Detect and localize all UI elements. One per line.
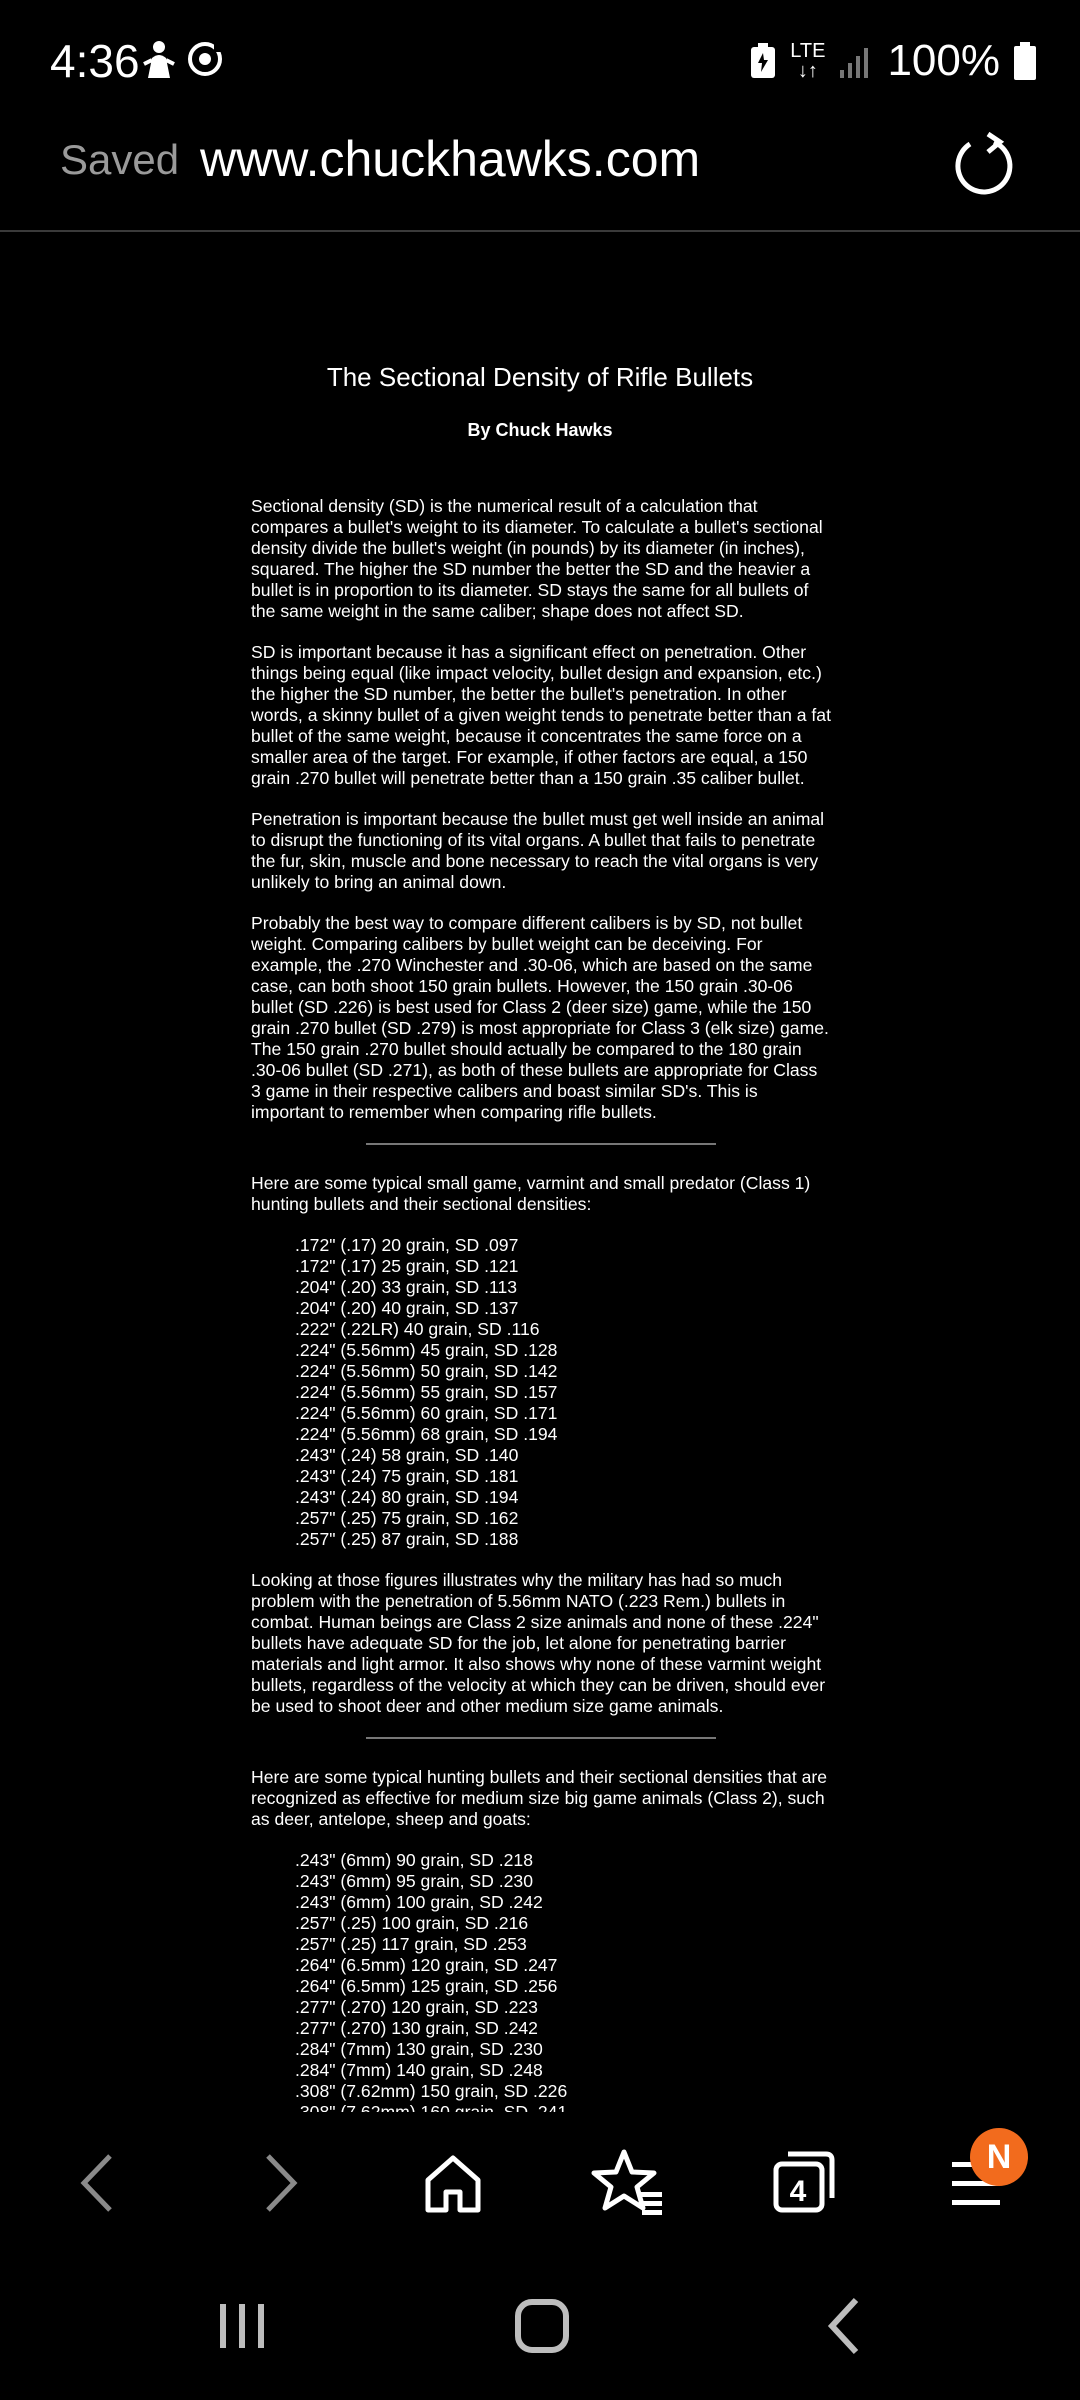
list-item: .243" (.24) 75 grain, SD .181	[295, 1466, 519, 1486]
list-item: .224" (5.56mm) 45 grain, SD .128	[295, 1340, 558, 1360]
saved-indicator[interactable]: Saved	[60, 136, 180, 183]
notification-person-icon	[142, 40, 176, 80]
class1-bullet-list	[295, 1235, 831, 1550]
tabs-button[interactable]	[760, 2138, 850, 2228]
lte-indicator	[790, 41, 825, 81]
article-body	[251, 496, 831, 2185]
forward-icon[interactable]	[234, 2138, 324, 2228]
recent-apps-icon[interactable]	[202, 2286, 282, 2366]
paragraph: Probably the best way to compare different calibers is by SD, not bullet weight. Comparing calibers by bullet weight can be deceiving. For example, the .270 Winchester and .30-06, which are based on the same case, can both shoot 150 grain bullets. However, the 150 grain .30-06 bullet (SD .226) is best used for Class 2 (deer size) game, while the 150 grain .270 bullet (SD .279) is most appropriate for Class 3 (elk size) game. The 150 grain .270 bullet should actually be compared to the 180 grain .30-06 bullet (SD .271), as both of these bullets are appropriate for Class 3 game in their respective calibers and boast similar SD's. This is important to remember when comparing rifle bullets.	[251, 913, 829, 1122]
list-item: .308" (7.62mm) 150 grain, SD .226	[295, 2081, 568, 2101]
list-item: .243" (6mm) 90 grain, SD .218	[295, 1850, 534, 1870]
system-navigation-bar	[0, 2260, 1080, 2400]
list-item: .172" (.17) 20 grain, SD .097	[295, 1235, 519, 1255]
article-byline: By Chuck Hawks	[467, 420, 613, 440]
list-item: .257" (.25) 100 grain, SD .216	[295, 1913, 529, 1933]
list-item: .264" (6.5mm) 120 grain, SD .247	[295, 1955, 558, 1975]
list-item: .222" (.22LR) 40 grain, SD .116	[295, 1319, 540, 1339]
list-item: .243" (.24) 58 grain, SD .140	[295, 1445, 519, 1465]
bookmarks-icon[interactable]	[584, 2138, 674, 2228]
list-item: .277" (.270) 130 grain, SD .242	[295, 2018, 538, 2038]
status-bar	[0, 0, 1080, 122]
battery-icon	[1014, 42, 1036, 80]
list-item: .172" (.17) 25 grain, SD .121	[295, 1256, 519, 1276]
paragraph: Sectional density (SD) is the numerical result of a calculation that compares a bullet's weight to its diameter. To calculate a bullet's sectional density divide the bullet's weight (in pounds) by its diameter (in inches), squared. The higher the SD number the better the SD and the heavier a bullet is in proportion to its diameter. SD stays the same for all bullets of the same weight in the same caliber; shape does not affect SD.	[251, 496, 823, 621]
list-item: .257" (.25) 117 grain, SD .253	[295, 1934, 527, 1954]
url-field[interactable]: www.chuckhawks.com	[200, 131, 701, 187]
signal-icon	[839, 44, 873, 78]
divider	[366, 1737, 716, 1739]
sync-icon	[186, 40, 224, 78]
class1-intro: Here are some typical small game, varmint and small predator (Class 1) hunting bullets and their sectional densities:	[251, 1173, 811, 1214]
reload-icon[interactable]	[948, 128, 1020, 200]
list-item: .224" (5.56mm) 68 grain, SD .194	[295, 1424, 558, 1444]
list-item: .224" (5.56mm) 60 grain, SD .171	[295, 1403, 558, 1423]
list-item: .243" (6mm) 95 grain, SD .230	[295, 1871, 534, 1891]
class2-intro: Here are some typical hunting bullets and their sectional densities that are recognized as effective for medium size big game animals (Class 2), such as deer, antelope, sheep and goats:	[251, 1767, 828, 1829]
class1-note: Looking at those figures illustrates why the military has had so much problem with the penetration of 5.56mm NATO (.223 Rem.) bullets in combat. Human beings are Class 2 size animals and none of these .224" bullets have adequate SD for the job, let alone for penetrating barrier materials and light armor. It also shows why none of these varmint weight bullets, regardless of the velocity at which they can be driven, should ever be used to shoot deer and other medium size game animals.	[251, 1570, 826, 1716]
data-arrows-icon: ↓↑	[797, 60, 818, 82]
status-time: 4:36	[50, 35, 140, 87]
list-item: .204" (.20) 33 grain, SD .113	[295, 1277, 518, 1297]
back-nav-icon[interactable]	[806, 2286, 886, 2366]
lte-label: LTE	[790, 40, 826, 62]
list-item: .224" (5.56mm) 50 grain, SD .142	[295, 1361, 558, 1381]
address-bar	[0, 122, 1080, 232]
status-right-group	[750, 34, 1036, 88]
article-title: The Sectional Density of Rifle Bullets	[326, 362, 754, 392]
list-item: .243" (6mm) 100 grain, SD .242	[295, 1892, 543, 1912]
list-item: .264" (6.5mm) 125 grain, SD .256	[295, 1976, 558, 1996]
paragraph: SD is important because it has a significant effect on penetration. Other things being equal (like impact velocity, bullet design and expansion, etc.) the higher the SD number, the better the bullet's penetration. In other words, a skinny bullet of a given weight tends to penetrate better than a fat bullet of the same weight, because it concentrates the same force on a smaller area of the target. For example, if other factors are equal, a 150 grain .270 bullet will penetrate better than a 150 grain .35 caliber bullet.	[251, 642, 831, 788]
battery-saver-icon	[750, 43, 776, 79]
back-icon[interactable]	[54, 2138, 144, 2228]
battery-percent: 100%	[887, 36, 1000, 85]
list-item: .224" (5.56mm) 55 grain, SD .157	[295, 1382, 558, 1402]
list-item: .204" (.20) 40 grain, SD .137	[295, 1298, 519, 1318]
list-item: .257" (.25) 75 grain, SD .162	[295, 1508, 519, 1528]
home-icon[interactable]	[408, 2138, 498, 2228]
divider	[366, 1143, 716, 1145]
list-item: .284" (7mm) 130 grain, SD .230	[295, 2039, 543, 2059]
browser-toolbar	[0, 2112, 1080, 2260]
notification-badge: N	[970, 2128, 1028, 2186]
web-content[interactable]	[0, 232, 1080, 2112]
home-nav-icon[interactable]	[502, 2286, 582, 2366]
list-item: .243" (.24) 80 grain, SD .194	[295, 1487, 519, 1507]
tabs-count: 4	[789, 2175, 807, 2208]
paragraph: Penetration is important because the bullet must get well inside an animal to disrupt the functioning of its vital organs. A bullet that fails to penetrate the fur, skin, muscle and bone necessary to reach the vital organs is very unlikely to bring an animal down.	[251, 809, 825, 892]
list-item: .277" (.270) 120 grain, SD .223	[295, 1997, 538, 2017]
list-item: .257" (.25) 87 grain, SD .188	[295, 1529, 519, 1549]
list-item: .284" (7mm) 140 grain, SD .248	[295, 2060, 543, 2080]
